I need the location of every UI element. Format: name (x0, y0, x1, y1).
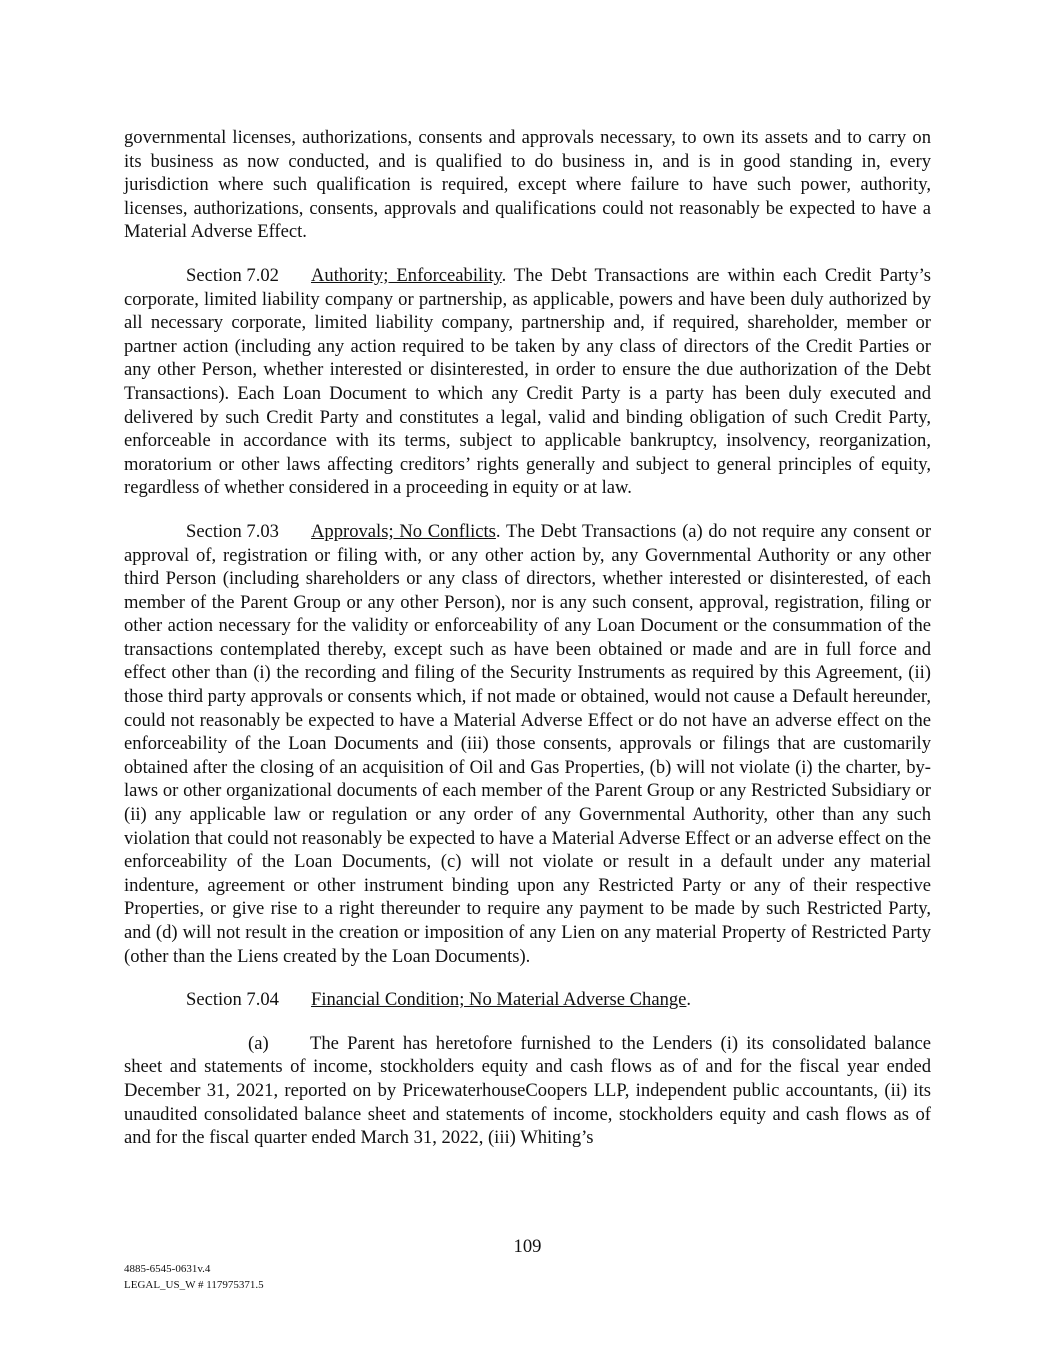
document-body (124, 126, 931, 1170)
page-number: 109 (513, 1236, 542, 1257)
section-text: The Debt Transactions (a) do not require any consent or approval of, registration or filing with, or any other action by, any Governmental Authority or any other third Person (including shareholders or any class of directors, whether interested or disinterested, of each member of the Parent Group or any other Person), nor is any such consent, approval, registration, filing or other action necessary for the validity or enforceability of any Loan Document or the consummation of the transactions contemplated thereby, except such as have been obtained or made and are in full force and effect other than (i) the recording and filing of the Security Instruments as required by this Agreement, (ii) those third party approvals or consents which, if not made or obtained, would not cause a Default hereunder, could not reasonably be expected to have a Material Adverse Effect or do not have an adverse effect on the enforceability of the Loan Documents and (iii) those consents, approvals or filings that are customarily obtained after the closing of an acquisition of Oil and Gas Properties, (b) will not violate (i) the charter, by-laws or other organizational documents of each member of the Parent Group or any Restricted Subsidiary or (ii) any applicable law or regulation or any order of any Governmental Authority, other than any such violation that could not reasonably be expected to have a Material Adverse Effect or an adverse effect on the enforceability of the Loan Documents, (c) will not violate or result in a default under any material indenture, agreement or other instrument binding upon any Restricted Party or any of their respective Properties, or give rise to a right thereunder to require any payment to be made by such Restricted Party, and (d) will not result in the creation or imposition of any Lien on any material Property of Restricted Party (other than the Liens created by the Loan Documents). (124, 520, 932, 967)
section-title: Financial Condition; No Material Adverse Change (311, 989, 687, 1011)
section-title: Approvals; No Conflicts (311, 520, 496, 542)
section-title: Authority; Enforceability (311, 264, 502, 286)
subsection-label: (a) (248, 1032, 269, 1054)
footer-legal-id: LEGAL_US_W # 117975371.5 (124, 1279, 264, 1291)
footer-doc-id: 4885-6545-0631v.4 (124, 1263, 211, 1275)
section-7-04-a (124, 1032, 931, 1150)
section-number: Section 7.04 (186, 989, 279, 1011)
section-7-04: Section 7.04 Financial Condition; No Material Adverse Change. (186, 989, 692, 1011)
paragraph-continuation (124, 126, 931, 244)
subsection-text: The Parent has heretofore furnished to the Lenders (i) its consolidated balance sheet and statements of income, stockholders equity and cash flows as of and for the fiscal year ended December 31, 2021, reported on by PricewaterhouseCoopers LLP, independent public accountants, (ii) its unaudited consolidated balance sheet and statements of income, stockholders equity and cash flows as of and for the fiscal quarter ended March 31, 2022, (iii) Whiting’s (124, 1032, 931, 1149)
footer (124, 1261, 264, 1293)
paragraph-text: governmental licenses, authorizations, consents and approvals necessary, to own its assets and to carry on its business as now conducted, and is qualified to do business in, and is in good standing in, every jurisdiction where such qualification is required, except where failure to have such power, authority, licenses, authorizations, consents, approvals and qualifications could not reasonably be expected to have a Material Adverse Effect. (124, 127, 931, 243)
section-7-02: Section 7.02 Authority; Enforceability. The Debt Transactions are within each Credit Party’s corporate, limited liability company or partnership, as applicable, powers and have been duly authorized by all necessary corporate, limited liability company, partnership and, if required, shareholder, member or partner action (including any action required to be taken by any class of directors of the Credit Parties or any other Person, whether interested or disinterested, in order to ensure the due authorization of the Debt Transactions). Each Loan Document to which any Credit Party is a party has been duly executed and delivered by such Credit Party and constitutes a legal, valid and binding obligation of such Credit Party, enforceable in accordance with its terms, subject to applicable bankruptcy, insolvency, reorganization, moratorium or other laws affecting creditors’ rights generally and subject to general principles of equity, regardless of whether considered in a proceeding in equity or at law. (124, 264, 932, 499)
section-number: Section 7.03 (186, 520, 279, 542)
section-7-03: Section 7.03 Approvals; No Conflicts. The Debt Transactions (a) do not require any consent or approval of, registration or filing with, or any other action by, any Governmental Authority or any other third Person (including shareholders or any class of directors, whether interested or disinterested, of each member of the Parent Group or any other Person), nor is any such consent, approval, registration, filing or other action necessary for the validity or enforceability of any Loan Document or the consummation of the transactions contemplated thereby, except such as have been obtained or made and are in full force and effect other than (i) the recording and filing of the Security Instruments as required by this Agreement, (ii) those third party approvals or consents which, if not made or obtained, would not cause a Default hereunder, could not reasonably be expected to have a Material Adverse Effect or do not have an adverse effect on the enforceability of the Loan Documents and (iii) those consents, approvals or filings that are customarily obtained after the closing of an acquisition of Oil and Gas Properties, (b) will not violate (i) the charter, by-laws or other organizational documents of each member of the Parent Group or any Restricted Subsidiary or (ii) any applicable law or regulation or any order of any Governmental Authority, other than any such violation that could not reasonably be expected to have a Material Adverse Effect or an adverse effect on the enforceability of the Loan Documents, (c) will not violate or result in a default under any material indenture, agreement or other instrument binding upon any Restricted Party or any of their respective Properties, or give rise to a right thereunder to require any payment to be made by such Restricted Party, and (d) will not result in the creation or imposition of any Lien on any material Property of Restricted Party (other than the Liens created by the Loan Documents). (124, 520, 932, 967)
section-number: Section 7.02 (186, 264, 279, 286)
section-text: The Debt Transactions are within each Credit Party’s corporate, limited liability company or partnership, as applicable, powers and have been duly authorized by all necessary corporate, limited liability company, partnership and, if required, shareholder, member or partner action (including any action required to be taken by any class of directors of the Credit Parties or any other Person, whether interested or disinterested, in order to ensure the due authorization of the Debt Transactions). Each Loan Document to which any Credit Party is a party has been duly executed and delivered by such Credit Party and constitutes a legal, valid and binding obligation of such Credit Party, enforceable in accordance with its terms, subject to applicable bankruptcy, insolvency, reorganization, moratorium or other laws affecting creditors’ rights generally and subject to general principles of equity, regardless of whether considered in a proceeding in equity or at law. (124, 264, 932, 499)
